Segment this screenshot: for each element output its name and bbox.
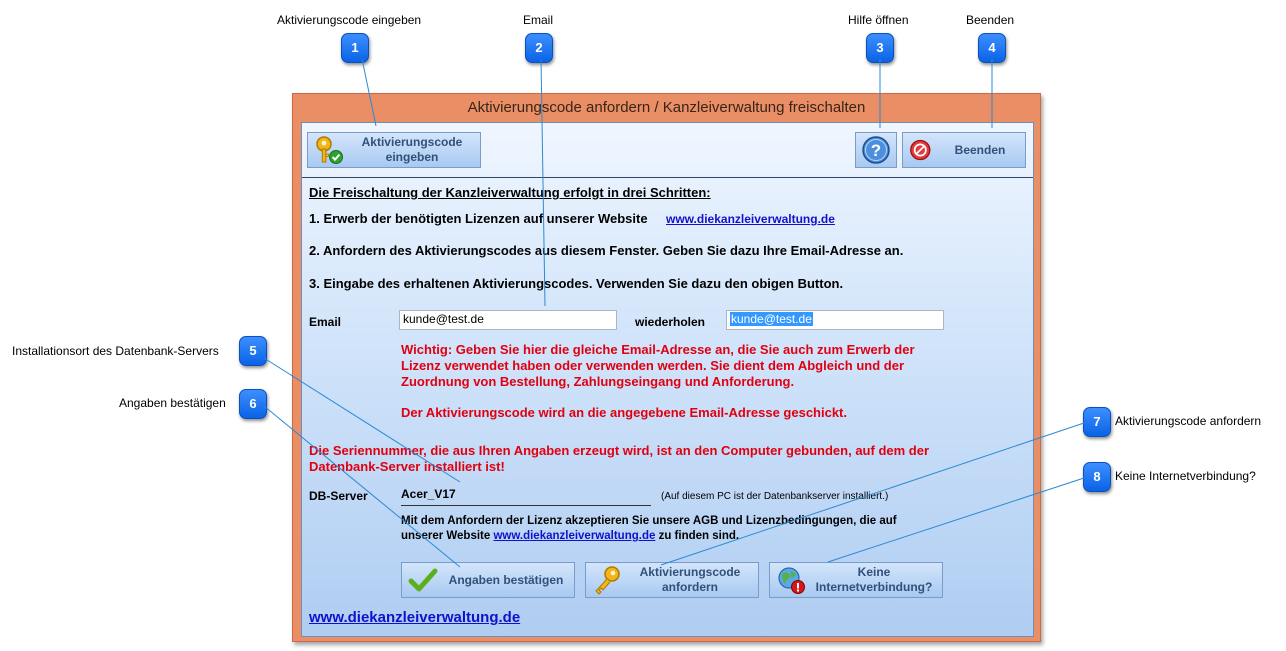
key-icon: [592, 565, 622, 595]
serial-warning-text: [309, 443, 929, 475]
agb-website-link[interactable]: www.diekanzleiverwaltung.de: [493, 530, 656, 542]
key-check-icon: [314, 135, 344, 165]
window-title: Aktivierungscode anfordern / Kanzleiverwaltung freischalten: [467, 99, 866, 116]
email-warning-text: [401, 342, 915, 390]
callout-label-1: Aktivierungscode eingeben: [277, 13, 422, 27]
question-icon: [861, 135, 891, 165]
checkmark-icon: [408, 565, 438, 595]
serial-line-1: Die Seriennummer, die aus Ihren Angaben erzeugt wird, ist an den Computer gebunden, auf dem der: [309, 443, 930, 458]
serial-line-2: Datenbank-Server installiert ist!: [309, 459, 505, 474]
enter-activation-code-button[interactable]: [307, 132, 481, 168]
callout-badge-6: 6: [239, 389, 267, 419]
agb-line-2-suffix: zu finden sind.: [658, 530, 740, 542]
steps-heading: Die Freischaltung der Kanzleiverwaltung erfolgt in drei Schritten:: [309, 185, 711, 200]
globe-warning-icon: [776, 565, 806, 595]
agb-line-1: Mit dem Anfordern der Lizenz akzeptieren Sie unsere AGB und Lizenzbedingungen, die auf: [401, 515, 897, 527]
callout-label-2: Email: [523, 13, 554, 27]
callout-badge-2: 2: [525, 33, 553, 63]
callout-label-4: Beenden: [966, 13, 1015, 27]
callout-badge-1: 1: [341, 33, 369, 63]
callout-badge-5: 5: [239, 336, 267, 366]
stop-icon: [909, 137, 935, 163]
callout-label-3: Hilfe öffnen: [848, 13, 909, 27]
step-3-text: 3. Eingabe des erhaltenen Aktivierungscodes. Verwenden Sie dazu den obigen Button.: [309, 276, 844, 291]
confirm-details-label: Angaben bestätigen: [448, 572, 564, 587]
callout-badge-7: 7: [1083, 407, 1111, 437]
step-2-text: 2. Anfordern des Aktivierungscodes aus diesem Fenster. Geben Sie dazu Ihre Email-Adresse an.: [309, 243, 904, 258]
no-internet-label-line2: Internetverbindung?: [815, 580, 933, 594]
email-send-note: Der Aktivierungscode wird an die angegebene Email-Adresse geschickt.: [401, 405, 847, 420]
agb-text: [401, 514, 897, 544]
callout-badge-8: 8: [1083, 462, 1111, 492]
email-repeat-input[interactable]: [726, 310, 944, 330]
step-1-text: 1. Erwerb der benötigten Lizenzen auf unserer Website: [309, 211, 648, 226]
request-code-label-line1: Aktivierungscode: [639, 565, 741, 579]
request-activation-code-button[interactable]: [585, 562, 759, 598]
step-1-website-link[interactable]: www.diekanzleiverwaltung.de: [666, 212, 835, 226]
confirm-details-button[interactable]: [401, 562, 575, 598]
agb-line-2-prefix: unserer Website: [401, 530, 491, 542]
help-button[interactable]: [855, 132, 897, 168]
no-internet-label-line1: Keine: [857, 565, 891, 579]
quit-label: Beenden: [954, 142, 1006, 157]
callout-label-5: Installationsort des Datenbank-Servers: [12, 344, 219, 358]
warning-line-3: Zuordnung von Bestellung, Zahlungseingang und Anforderung.: [401, 374, 795, 389]
no-internet-button[interactable]: [769, 562, 943, 598]
email-repeat-label: wiederholen: [635, 315, 706, 329]
enter-code-label-line2: eingeben: [385, 150, 439, 164]
callout-badge-4: 4: [978, 33, 1006, 63]
email-label: Email: [309, 315, 342, 329]
db-server-label: DB-Server: [309, 489, 368, 503]
svg-text:?: ?: [870, 141, 882, 160]
warning-line-2: Lizenz verwendet haben oder verwenden werden. Sie dient dem Abgleich und der: [401, 358, 905, 373]
toolbar-separator: [302, 177, 1033, 178]
email-repeat-selected-text: kunde@test.de: [731, 312, 812, 326]
quit-button[interactable]: [902, 132, 1026, 168]
email-input[interactable]: kunde@test.de: [399, 310, 617, 330]
db-server-field[interactable]: Acer_V17: [401, 487, 651, 506]
footer-website-link[interactable]: www.diekanzleiverwaltung.de: [309, 609, 521, 626]
callout-label-6: Angaben bestätigen: [119, 396, 226, 410]
window-client-area: [301, 122, 1034, 637]
db-server-note: (Auf diesem PC ist der Datenbankserver installiert.): [661, 491, 889, 502]
callout-badge-3: 3: [866, 33, 894, 63]
warning-line-1: Wichtig: Geben Sie hier die gleiche Email-Adresse an, die Sie auch zum Erwerb der: [401, 342, 915, 357]
activation-window: [292, 93, 1041, 642]
callout-label-8: Keine Internetverbindung?: [1115, 469, 1256, 483]
request-code-label-line2: anfordern: [661, 580, 718, 594]
enter-code-label-line1: Aktivierungscode: [361, 135, 463, 149]
callout-label-7: Aktivierungscode anfordern: [1115, 414, 1262, 428]
